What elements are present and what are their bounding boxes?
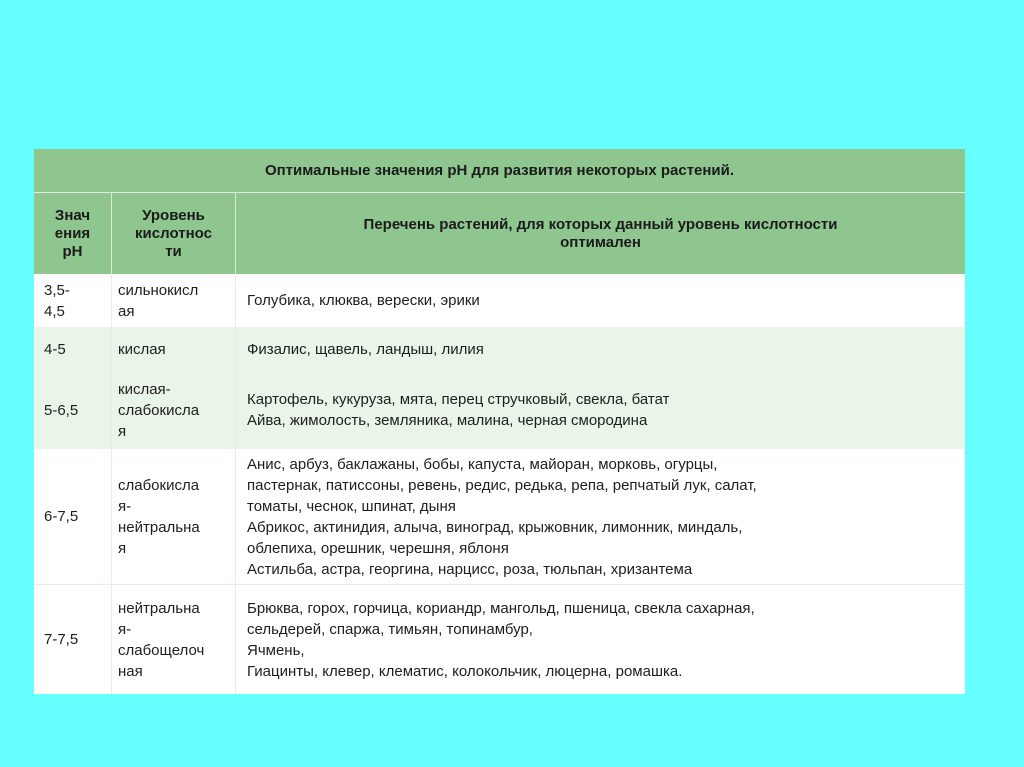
cell-line: Брюква, горох, горчица, кориандр, мангольд, пшеница, свекла сахарная, bbox=[247, 599, 755, 617]
cell-line: томаты, чеснок, шпинат, дыня bbox=[247, 497, 456, 515]
cell-ph bbox=[34, 449, 112, 584]
cell-line: нейтральна bbox=[118, 599, 200, 617]
cell-level bbox=[112, 274, 236, 327]
cell-level bbox=[112, 449, 236, 584]
cell-line: 6-7,5 bbox=[44, 508, 79, 525]
cell-line: сельдерей, спаржа, тимьян, топинамбур, bbox=[247, 620, 533, 638]
cell-plants bbox=[236, 327, 965, 371]
cell-line: я bbox=[118, 539, 127, 557]
cell-level bbox=[112, 585, 236, 694]
cell-ph bbox=[34, 585, 112, 694]
cell-ph bbox=[34, 274, 112, 327]
cell-plants bbox=[236, 274, 965, 327]
header-ph bbox=[34, 193, 112, 274]
cell-line: я- bbox=[118, 620, 132, 638]
cell-line: Картофель, кукуруза, мята, перец стручковый, свекла, батат bbox=[247, 391, 670, 408]
cell-line: 3,5- bbox=[44, 281, 70, 299]
cell-line: 4,5 bbox=[44, 302, 65, 320]
cell-ph bbox=[34, 371, 112, 449]
cell-line: я- bbox=[118, 497, 132, 515]
table-row bbox=[34, 327, 965, 371]
cell-level bbox=[112, 327, 236, 371]
header-plants bbox=[236, 193, 965, 274]
cell-line: слабокисла bbox=[118, 401, 200, 419]
cell-line: 5-6,5 bbox=[44, 401, 79, 419]
cell-plants bbox=[236, 371, 965, 449]
cell-plants bbox=[236, 585, 965, 694]
ph-table bbox=[34, 149, 965, 694]
cell-line: нейтральна bbox=[118, 518, 200, 536]
cell-line: ная bbox=[118, 662, 143, 680]
cell-line: я bbox=[118, 422, 127, 440]
cell-line: 7-7,5 bbox=[44, 631, 79, 648]
cell-line: 4-5 bbox=[44, 340, 66, 358]
header-level-line: ти bbox=[165, 242, 182, 260]
table-header-row bbox=[34, 193, 965, 274]
header-level-line: кислотнос bbox=[135, 224, 212, 242]
header-ph-line: ения bbox=[54, 224, 91, 242]
cell-line: сильнокисл bbox=[118, 281, 199, 299]
cell-line: ая bbox=[118, 302, 135, 320]
cell-line: облепиха, орешник, черешня, яблоня bbox=[247, 539, 509, 557]
cell-line: Гиацинты, клевер, клематис, колокольчик, люцерна, ромашка. bbox=[247, 662, 683, 680]
cell-line: Физалис, щавель, ландыш, лилия bbox=[247, 340, 484, 358]
cell-line: Голубика, клюква, верески, эрики bbox=[247, 292, 480, 309]
cell-line: Айва, жимолость, земляника, малина, черная смородина bbox=[247, 412, 648, 429]
table-row bbox=[34, 274, 965, 327]
header-plants-line: Перечень растений, для которых данный уровень кислотности bbox=[363, 215, 838, 233]
header-level-line: Уровень bbox=[142, 206, 205, 224]
table-title-text: Оптимальные значения рН для развития некоторых растений. bbox=[264, 162, 735, 179]
cell-line: Ячмень, bbox=[247, 641, 305, 659]
cell-line: Астильба, астра, георгина, нарцисс, роза, тюльпан, хризантема bbox=[247, 560, 693, 578]
header-ph-line: рН bbox=[62, 242, 83, 260]
cell-line: слабокисла bbox=[118, 476, 200, 494]
cell-line: Абрикос, актинидия, алыча, виноград, крыжовник, лимонник, миндаль, bbox=[247, 518, 743, 536]
header-ph-line: Знач bbox=[54, 206, 91, 224]
cell-line: кислая- bbox=[118, 380, 171, 398]
table-title bbox=[34, 149, 965, 193]
cell-line: пастернак, патиссоны, ревень, редис, редька, репа, репчатый лук, салат, bbox=[247, 476, 757, 494]
cell-line: Анис, арбуз, баклажаны, бобы, капуста, майоран, морковь, огурцы, bbox=[247, 455, 718, 473]
cell-level bbox=[112, 371, 236, 449]
table-row bbox=[34, 371, 965, 449]
table-body bbox=[34, 274, 965, 694]
cell-ph bbox=[34, 327, 112, 371]
header-plants-line: оптимален bbox=[560, 233, 641, 251]
header-level bbox=[112, 193, 236, 274]
table-row bbox=[34, 449, 965, 584]
table-row bbox=[34, 584, 965, 694]
cell-line: слабощелоч bbox=[118, 641, 205, 659]
cell-plants bbox=[236, 449, 965, 584]
cell-line: кислая bbox=[118, 340, 166, 358]
